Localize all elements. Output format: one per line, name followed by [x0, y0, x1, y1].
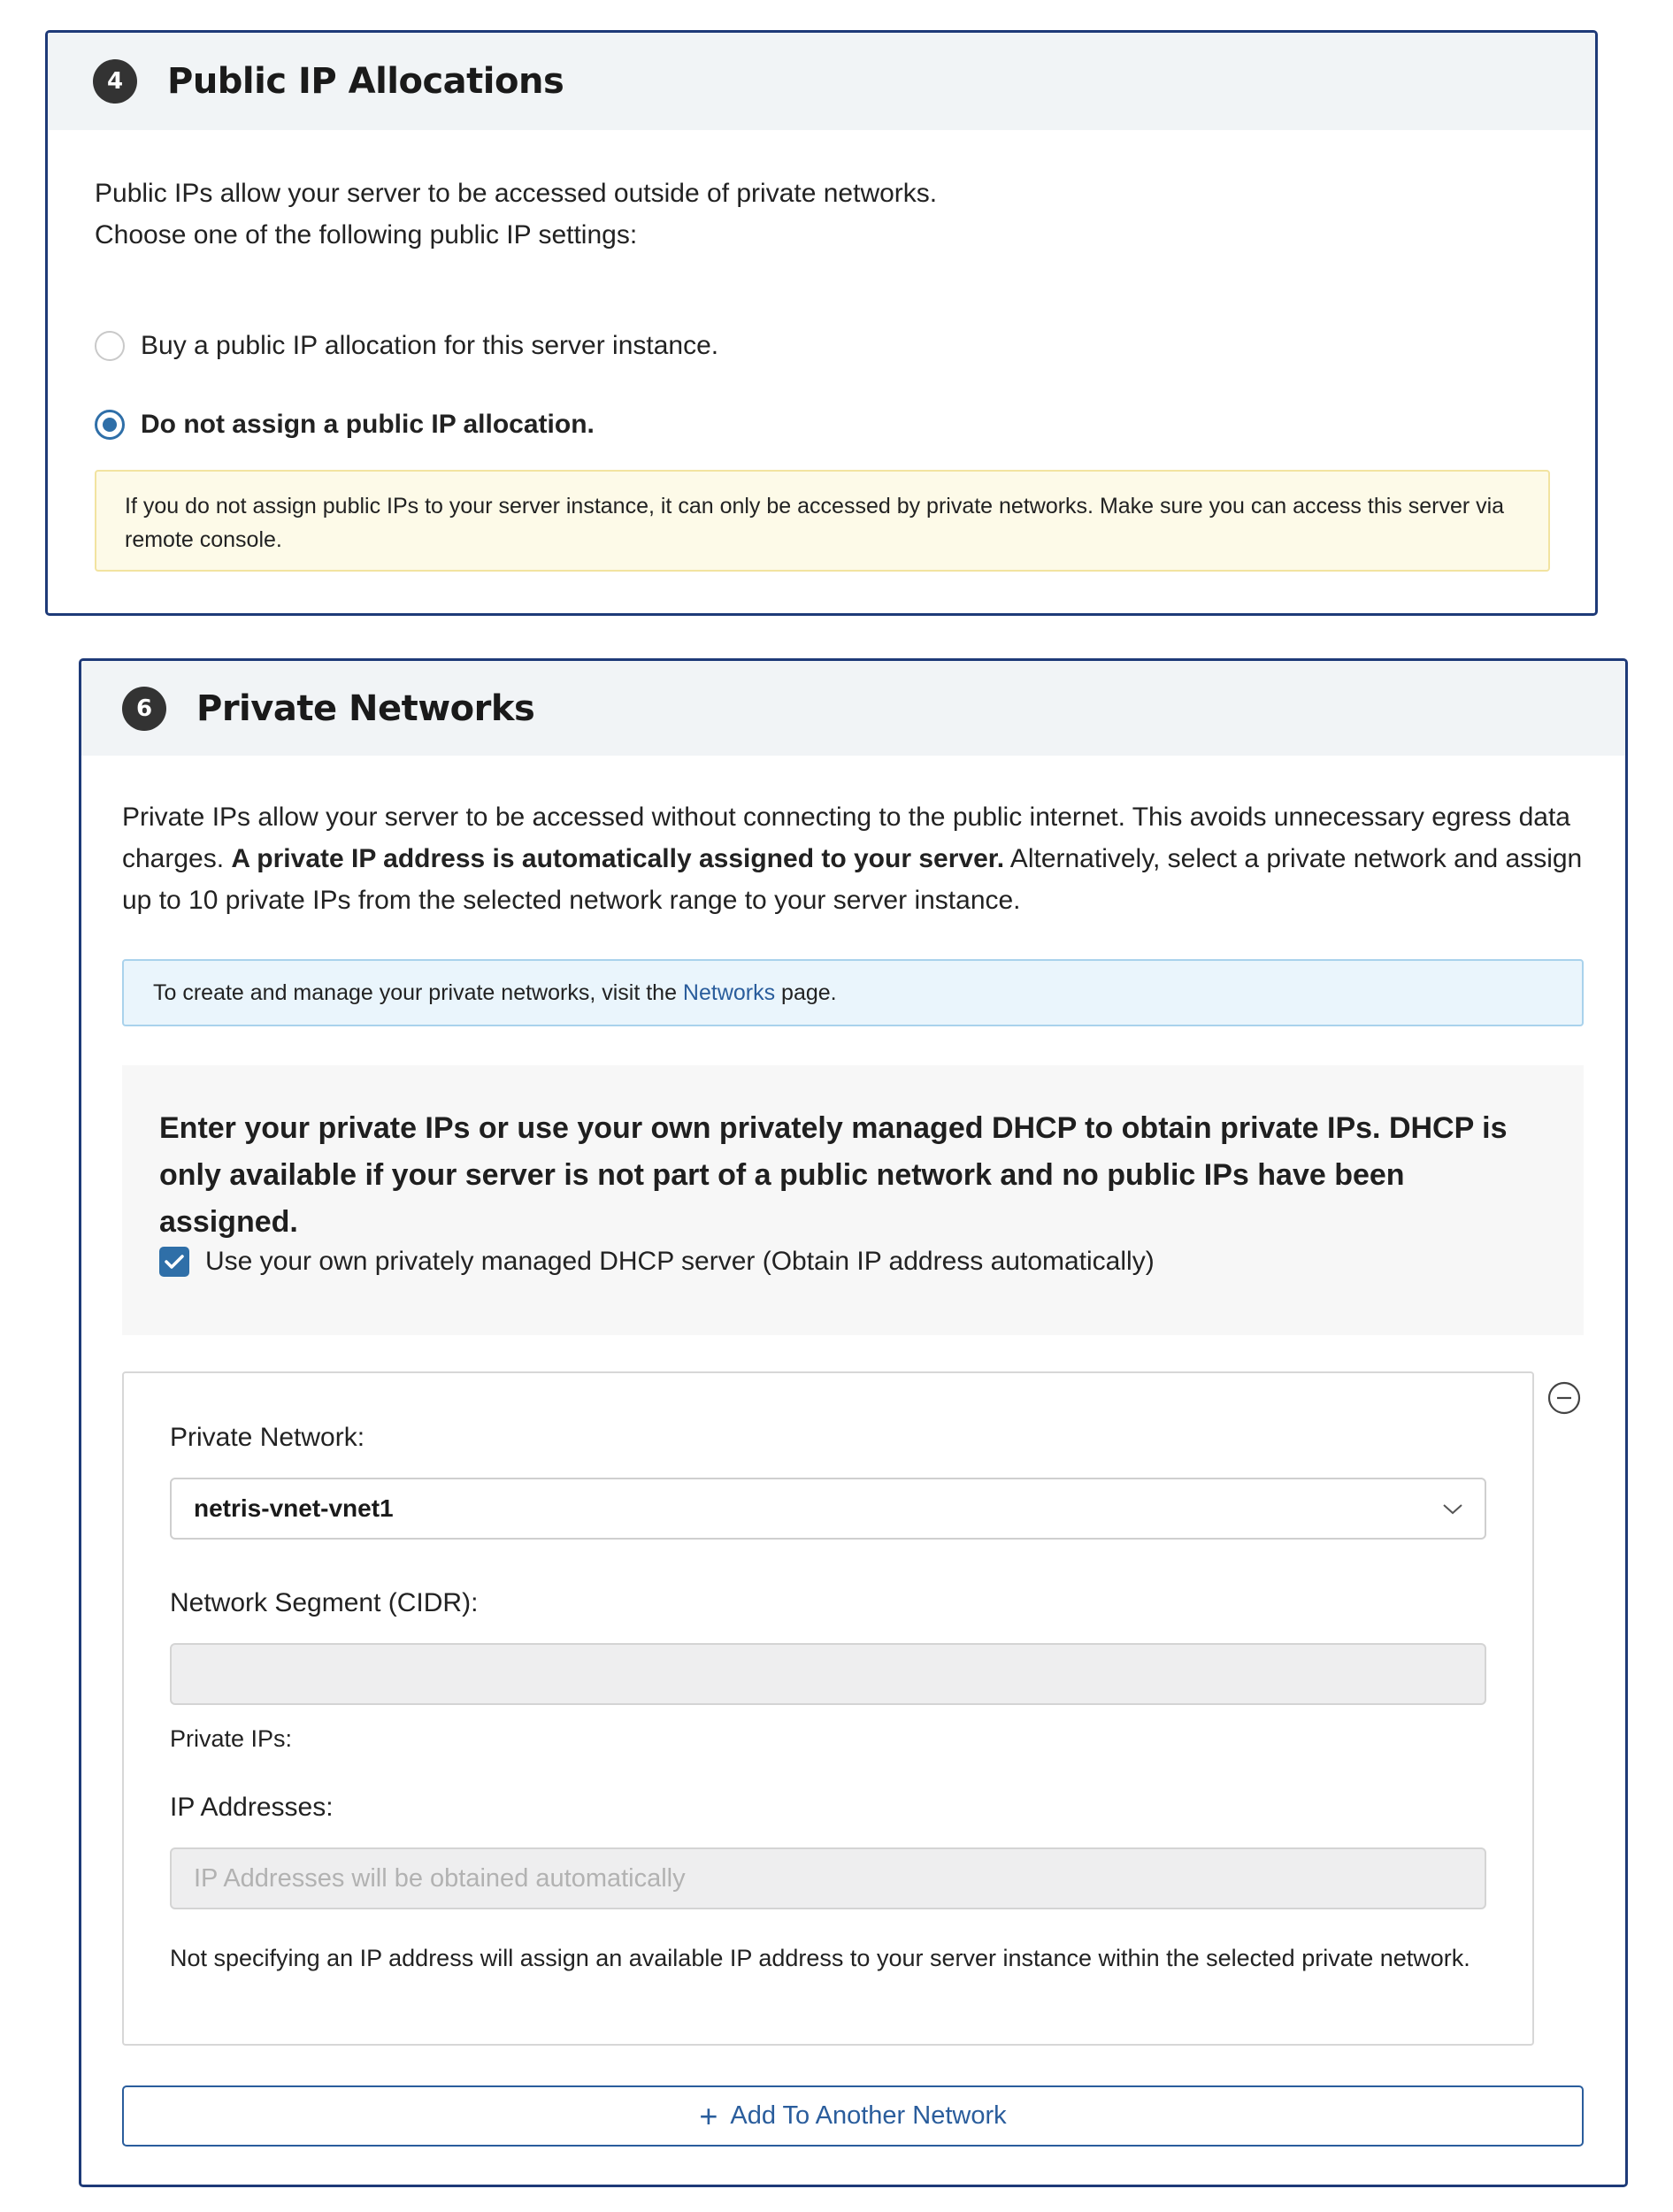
private-networks-title: Private Networks	[196, 687, 535, 729]
dhcp-section	[122, 1065, 1584, 1335]
private-networks-panel-header	[81, 661, 1625, 756]
public-ip-warning-alert: If you do not assign public IPs to your server instance, it can only be accessed by private networks. Make sure you can access this server via remote console.	[95, 470, 1550, 572]
public-ip-title: Public IP Allocations	[167, 61, 564, 102]
radio-button-checked[interactable]	[95, 410, 125, 440]
radio-option-buy-public-ip[interactable]	[95, 331, 718, 361]
ip-addresses-help-text: Not specifying an IP address will assign an available IP address to your server instance within the selected private network.	[170, 1945, 1470, 1971]
networks-info-alert	[122, 959, 1584, 1026]
network-segment-input[interactable]	[170, 1643, 1486, 1705]
private-network-label: Private Network:	[170, 1423, 365, 1452]
dhcp-heading: Enter your private IPs or use your own privately managed DHCP to obtain private IPs. DHCP is only available if your server is not part of a public network and no public IPs have been assigned.	[159, 1111, 1508, 1239]
radio-option-none-label: Do not assign a public IP allocation.	[141, 410, 595, 439]
private-networks-intro	[122, 796, 1591, 921]
network-assignment-card	[122, 1371, 1534, 2046]
info-suffix: page.	[775, 980, 837, 1005]
network-segment-label: Network Segment (CIDR):	[170, 1588, 479, 1617]
dhcp-checkbox-row[interactable]	[159, 1247, 1155, 1277]
intro-text-part2: Alternatively, select a private network and assign up to 10 private IPs from the selected network range to your server instance.	[122, 844, 1583, 915]
add-network-button-label: Add To Another Network	[730, 2101, 1007, 2130]
add-to-another-network-button[interactable]	[122, 2085, 1584, 2147]
remove-network-minus-circle-icon[interactable]	[1546, 1380, 1582, 1416]
private-ips-label: Private IPs:	[170, 1725, 293, 1752]
intro-text-bold: A private IP address is automatically assigned to your server.	[231, 844, 1005, 873]
networks-page-link[interactable]: Networks	[682, 980, 776, 1005]
private-network-select[interactable]	[170, 1478, 1486, 1540]
dhcp-checkbox[interactable]	[159, 1247, 189, 1277]
radio-option-buy-label: Buy a public IP allocation for this server instance.	[141, 331, 719, 360]
dhcp-checkbox-label: Use your own privately managed DHCP server (Obtain IP address automatically)	[205, 1247, 1155, 1276]
public-ip-panel-header	[48, 33, 1595, 130]
ip-addresses-label: IP Addresses:	[170, 1793, 334, 1822]
public-ip-intro	[95, 173, 937, 256]
chevron-down-icon	[1442, 1499, 1463, 1518]
step-number-badge: 6	[122, 687, 166, 731]
checkmark-icon	[165, 1254, 184, 1270]
public-ip-intro-line1: Public IPs allow your server to be accessed outside of private networks.	[95, 179, 938, 208]
public-ip-panel	[45, 30, 1598, 616]
public-ip-intro-line2: Choose one of the following public IP settings:	[95, 220, 638, 250]
radio-button-unchecked[interactable]	[95, 331, 125, 361]
private-network-selected-value: netris-vnet-vnet1	[194, 1494, 394, 1522]
radio-option-no-public-ip[interactable]	[95, 410, 595, 440]
step-number-badge: 4	[93, 59, 137, 104]
private-networks-panel	[79, 658, 1628, 2187]
ip-addresses-input[interactable]: IP Addresses will be obtained automatically	[170, 1847, 1486, 1909]
info-prefix: To create and manage your private networks, visit the	[153, 980, 683, 1005]
intro-text-part1: Private IPs allow your server to be accessed without connecting to the public internet. This avoids unnecessary egress data charges.	[122, 803, 1570, 873]
plus-icon: +	[699, 2097, 718, 2134]
